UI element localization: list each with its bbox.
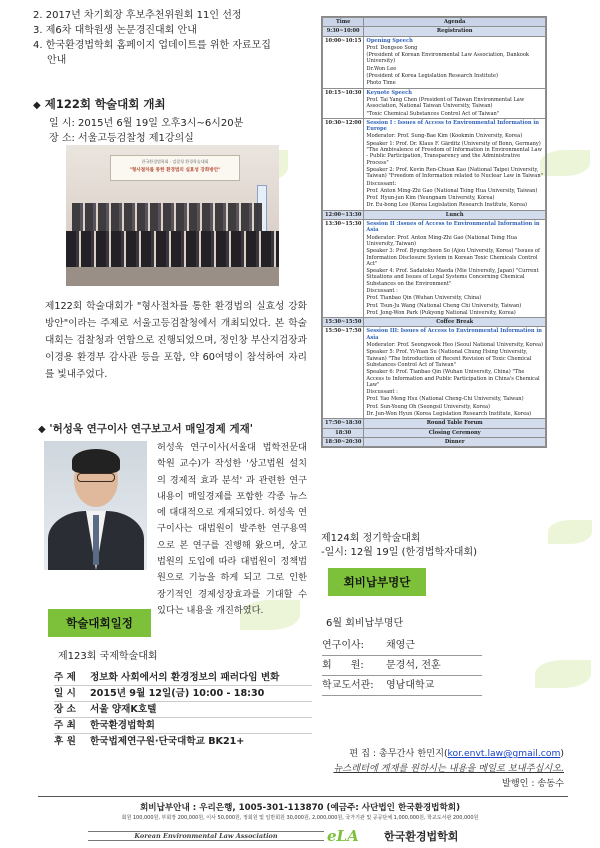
editor-email-link[interactable]: kor.envt.law@gmail.com xyxy=(447,748,561,759)
meeting122-section xyxy=(33,96,303,146)
floor xyxy=(66,267,279,286)
agenda-line: Dinner xyxy=(444,438,465,445)
agenda-content xyxy=(364,210,546,219)
dues-label: 회 원: xyxy=(322,660,364,671)
agenda-time: 10:00~10:15 xyxy=(323,36,364,88)
agenda-line: Speaker 3: Prof. Byungcheon So (Ajou University, Korea) "Issues of Information Disclosure System in Korean Toxic Chemicals Control Act" xyxy=(366,248,540,267)
agenda-line: (President of Korean Environmental Law Association, Dankook University) xyxy=(366,52,530,65)
schedule-label: 주 제 xyxy=(54,672,76,683)
schedule-label: 장 소 xyxy=(54,704,76,715)
agenda-time: 18:30~20:30 xyxy=(323,437,364,446)
agenda-table xyxy=(322,17,546,447)
agenda-content xyxy=(364,27,546,36)
agenda-line: (President of Korea Legislation Research Institute) xyxy=(366,73,499,80)
schedule-row xyxy=(54,702,312,718)
agenda-line: Opening Speech xyxy=(366,37,413,44)
agenda-line: Speaker 4: Prof. Sadatoku Maeda (Mie University, Japan) "Current Situations and Issues of Legal Systems Concerning Chemical Substances on the Environment" xyxy=(366,268,539,287)
agenda-time: 18:30 xyxy=(323,428,364,437)
agenda-header-title: Agenda xyxy=(364,18,546,27)
news-list xyxy=(33,8,303,68)
footer-fees: 회원 100,000원, 부회장 200,000원, 이사 50,000원, 정회원 및 일반회원 30,000원, 2,000,000원, 국가기관 및 공공단체 1,000,000원, 학교도서관 200,000원 xyxy=(121,815,479,821)
agenda-row xyxy=(323,27,546,36)
schedule-label: 주 최 xyxy=(54,720,76,731)
agenda-row xyxy=(323,36,546,88)
agenda-line: Coffee Break xyxy=(436,319,474,326)
agenda-line: Moderator: Prof. Seongwook Heo (Seoul National University, Korea) xyxy=(366,342,543,349)
agenda-header-time: Time xyxy=(323,18,364,27)
meeting122-place: 장 소: 서울고등검찰청 제1강의실 xyxy=(49,133,194,144)
portrait-hair xyxy=(72,449,120,473)
dues-value: 영남대학교 xyxy=(386,680,435,691)
agenda-line: Session I : Issues of Access to Environmental Information in Europe xyxy=(366,119,539,133)
leaf-decoration xyxy=(548,520,592,544)
agenda-line: Speaker 1: Prof. Dr. Klaus F. Gärditz (University of Bonn, Germany) "The Ambivalence of Freedom of Information in Environmental Law - Public Participation, Transparency and the Administrative Process" xyxy=(366,140,542,166)
meeting122-body: 제122회 학술대회가 "형사절차를 통한 환경법의 실효성 강화방안"이라는 주제로 서울고등검찰청에서 개최되었다. 본 학술대회는 검찰청과 연합으로 진행되었으며, 정인창 부산지검장과 이경용 환경부 감사관 등을 포함, 약 60여명이 참석하여 자리를 빛내주었다. xyxy=(45,301,307,380)
agenda-content xyxy=(364,88,546,118)
news-item: 2. 2017년 차기회장 후보추천위원회 11인 선정 xyxy=(33,10,242,21)
agenda-content xyxy=(364,327,546,419)
portrait-glasses xyxy=(77,473,115,482)
dues-row xyxy=(322,676,482,696)
agenda-line: Keynote Speech xyxy=(366,89,412,96)
agenda-line: Prof. Sun-Young Oh (Seongsil University, Korea) xyxy=(366,403,491,410)
agenda-line: Speaker 2: Prof. Kevin Ren-Chuan Kao (National Taipei University, Taiwan) "Freedom of Information related to Nuclear Law in Taiwan" xyxy=(366,166,543,180)
diamond-icon: ◆ xyxy=(38,424,46,435)
dues-row xyxy=(322,656,482,676)
agenda-line: Prof. Dongsoo Song xyxy=(366,44,418,51)
banner-sign: 한국환경법학회 · 검찰청 환경학술대회 "형사절차를 통한 환경법의 실효성 강화방안" xyxy=(110,155,240,181)
editor-suffix: ) xyxy=(560,748,564,759)
editor-line xyxy=(320,746,564,761)
agenda-row xyxy=(323,118,546,210)
dues-value: 채영근 xyxy=(386,640,415,651)
dues-label: 학교도서관: xyxy=(322,680,374,691)
agenda-line: Dr. Eu-bong Lee (Korea Legislation Research Institute, Korea) xyxy=(366,202,527,209)
dues-banner: 회비납부명단 xyxy=(328,568,426,596)
leaf-decoration xyxy=(540,150,590,176)
schedule-value: 정보화 사회에서의 환경정보의 패러다임 변화 xyxy=(90,672,280,683)
agenda-line: Registration xyxy=(436,28,473,35)
editor-info xyxy=(320,746,564,791)
meeting122-title: 제122회 학술대회 개최 xyxy=(44,97,166,111)
schedule-row xyxy=(54,670,312,686)
agenda-time: 15:30~15:50 xyxy=(323,318,364,327)
dues-row xyxy=(322,636,482,656)
dues-subtitle: 6월 회비납부명단 xyxy=(326,618,404,629)
agenda-content xyxy=(364,220,546,318)
ela-logo-text: eLA xyxy=(327,827,359,845)
agenda-header-row xyxy=(323,18,546,27)
agenda-content xyxy=(364,419,546,428)
agenda-line: Round Table Forum xyxy=(426,420,483,427)
report-body: 허성욱 연구이사(서울대 법학전문대학원 교수)가 작성한 '상고법원 설치의 경제적 효과 분석' 과 관련한 연구내용이 매일경제를 포함한 각종 뉴스에 대대적으로 게재되었다. 허성욱 연구이사는 대법원이 발주한 연구용역으로 본 연구를 진행해 왔으며, 상고법원의 도입에 따라 대법원이 정책법원으로 기능을 하게 되고 그로 인한 장기적인 경제성장효과를 기대할 수 있다는 내용을 개진하였다. xyxy=(157,442,307,616)
schedule-value: 서울 양재K호텔 xyxy=(90,704,157,715)
agenda-line: Discussant: xyxy=(366,180,397,187)
agenda-time: 12:00~13:30 xyxy=(323,210,364,219)
agenda-content xyxy=(364,318,546,327)
leaf-decoration xyxy=(535,660,591,688)
schedule-value: 2015년 9월 12일(금) 10:00 - 18:30 xyxy=(90,688,265,699)
agenda-row xyxy=(323,88,546,118)
agenda-line: Discussant : xyxy=(366,389,398,396)
portrait-photo xyxy=(44,441,147,570)
schedule-row xyxy=(54,734,312,749)
schedule-value: 한국환경법학회 xyxy=(90,720,155,731)
agenda-line: Prof. Tsun-Ju Wang (National Cheng Chi University, Taiwan) xyxy=(366,302,522,309)
agenda-row xyxy=(323,327,546,419)
agenda-row xyxy=(323,428,546,437)
meeting122-date: 일 시: 2015년 6월 19일 오후3시~6시20분 xyxy=(49,118,244,129)
footer-org-ko: 한국환경법학회 xyxy=(384,830,459,843)
agenda-content xyxy=(364,36,546,88)
publisher: 발행인 : 송동수 xyxy=(501,778,564,789)
meeting124-date: -일시: 12월 19일 (한경법학자대회) xyxy=(321,547,478,558)
agenda-line: Prof. Tianbao Qin (Wuhan University, China) xyxy=(366,295,482,302)
editor-notice: 뉴스레터에 게재를 원하시는 내용을 메일로 보내주십시오. xyxy=(333,763,564,774)
agenda-line: "Toxic Chemical Substances Control Act of Taiwan" xyxy=(366,110,500,117)
dues-value: 문경석, 전훈 xyxy=(386,660,441,671)
agenda-time: 10:30~12:00 xyxy=(323,118,364,210)
agenda-row xyxy=(323,437,546,446)
news-item: 4. 한국환경법학회 홈페이지 업데이트를 위한 자료모집 xyxy=(33,40,271,51)
agenda-line: Prof. Yao Meng Hsu (National Cheng-Chi University, Taiwan) xyxy=(366,396,524,403)
schedule-value: 한국법제연구원·단국대학교 BK21+ xyxy=(90,736,245,747)
agenda-line: Lunch xyxy=(445,211,464,218)
schedule-table xyxy=(54,670,312,749)
agenda-line: Moderator: Prof. Sung-Bae Kim (Kookmin University, Korea) xyxy=(366,133,523,140)
agenda-line: Prof. Anton Ming-Zhi Gao (National Tsing Hua University, Taiwan) xyxy=(366,187,538,194)
agenda-row xyxy=(323,318,546,327)
agenda-line: Dr. Jun-Won Hyun (Korea Legislation Research Institute, Korea) xyxy=(366,411,532,418)
agenda-content xyxy=(364,428,546,437)
editor-prefix: 편 집 : 총무간사 한민지( xyxy=(349,748,448,759)
agenda-row xyxy=(323,210,546,219)
agenda-line: Prof. Hyun-jun Kim (Yeungnam University, Korea) xyxy=(366,195,495,202)
agenda-time: 10:15~10:30 xyxy=(323,88,364,118)
event-photo xyxy=(66,145,279,286)
footer-org-en: Korean Environmental Law Association xyxy=(88,831,324,841)
meeting124-title: 제124회 정기학술대회 xyxy=(321,533,421,544)
agenda-line: Speaker 6: Prof. Tianbao Qin (Wuhan University, China) "The Access to Information and Public Participation in China's Chemical Law" xyxy=(366,369,540,388)
ela-logo xyxy=(327,826,377,844)
agenda-line: Discussant : xyxy=(366,287,398,294)
agenda-time: 17:50~18:30 xyxy=(323,419,364,428)
people-row-front xyxy=(66,231,279,267)
agenda-line: Photo Time xyxy=(366,80,396,87)
agenda-line: Dr.Won Lee xyxy=(366,65,397,72)
schedule-row xyxy=(54,718,312,734)
dues-label: 연구이사: xyxy=(322,640,365,651)
schedule-label: 후 원 xyxy=(54,736,76,747)
report-title: '허성욱 연구이사 연구보고서 매일경제 게재' xyxy=(49,423,253,435)
agenda-row xyxy=(323,419,546,428)
agenda-line: Prof. Tai Yang Chen (President of Taiwan Environmental Law Association, National Taiwan University, Taiwan) xyxy=(366,96,525,110)
agenda-content xyxy=(364,118,546,210)
agenda-time: 9:30~10:00 xyxy=(323,27,364,36)
report-heading xyxy=(38,421,308,436)
agenda-time: 15:50~17:50 xyxy=(323,327,364,419)
agenda-line: Session III: Issues of Access to Environmental Information in Asia xyxy=(366,328,542,341)
news-item: 안내 xyxy=(47,55,67,66)
footer-divider xyxy=(38,796,568,797)
schedule-meeting-name: 제123회 국제학술대회 xyxy=(58,651,158,662)
agenda-time: 13:30~15:30 xyxy=(323,220,364,318)
footer-bank: 회비납부안내 : 우리은행, 1005-301-113870 (예금주: 사단법인 한국환경법학회) xyxy=(139,803,461,813)
agenda-line: Session II :Issues of Access to Environmental Information in Asia xyxy=(366,221,540,234)
schedule-banner: 학술대회일정 xyxy=(48,609,151,637)
news-item: 3. 제6차 대학원생 논문경진대회 안내 xyxy=(33,25,197,36)
agenda-line: Moderator: Prof. Anton Ming-Zhi Gao (National Tsing Hua University, Taiwan) xyxy=(366,234,518,247)
agenda-line: Closing Ceremony xyxy=(428,429,481,436)
schedule-row xyxy=(54,686,312,702)
portrait-tie xyxy=(93,515,99,565)
dues-table xyxy=(322,636,482,696)
agenda-line: Prof. Jong-Won Park (Pukyong National University, Korea) xyxy=(366,309,516,316)
agenda-row xyxy=(323,220,546,318)
schedule-label: 일 시 xyxy=(54,688,76,699)
agenda-box xyxy=(321,16,547,448)
agenda-line: Speaker 5: Prof. Yi-Yuan Su (National Chung Hsing University, Taiwan) "The Introduction of Recent Revision of Toxic Chemical Substances Control Act of Taiwan" xyxy=(366,349,532,368)
diamond-icon: ◆ xyxy=(33,100,41,111)
agenda-content xyxy=(364,437,546,446)
